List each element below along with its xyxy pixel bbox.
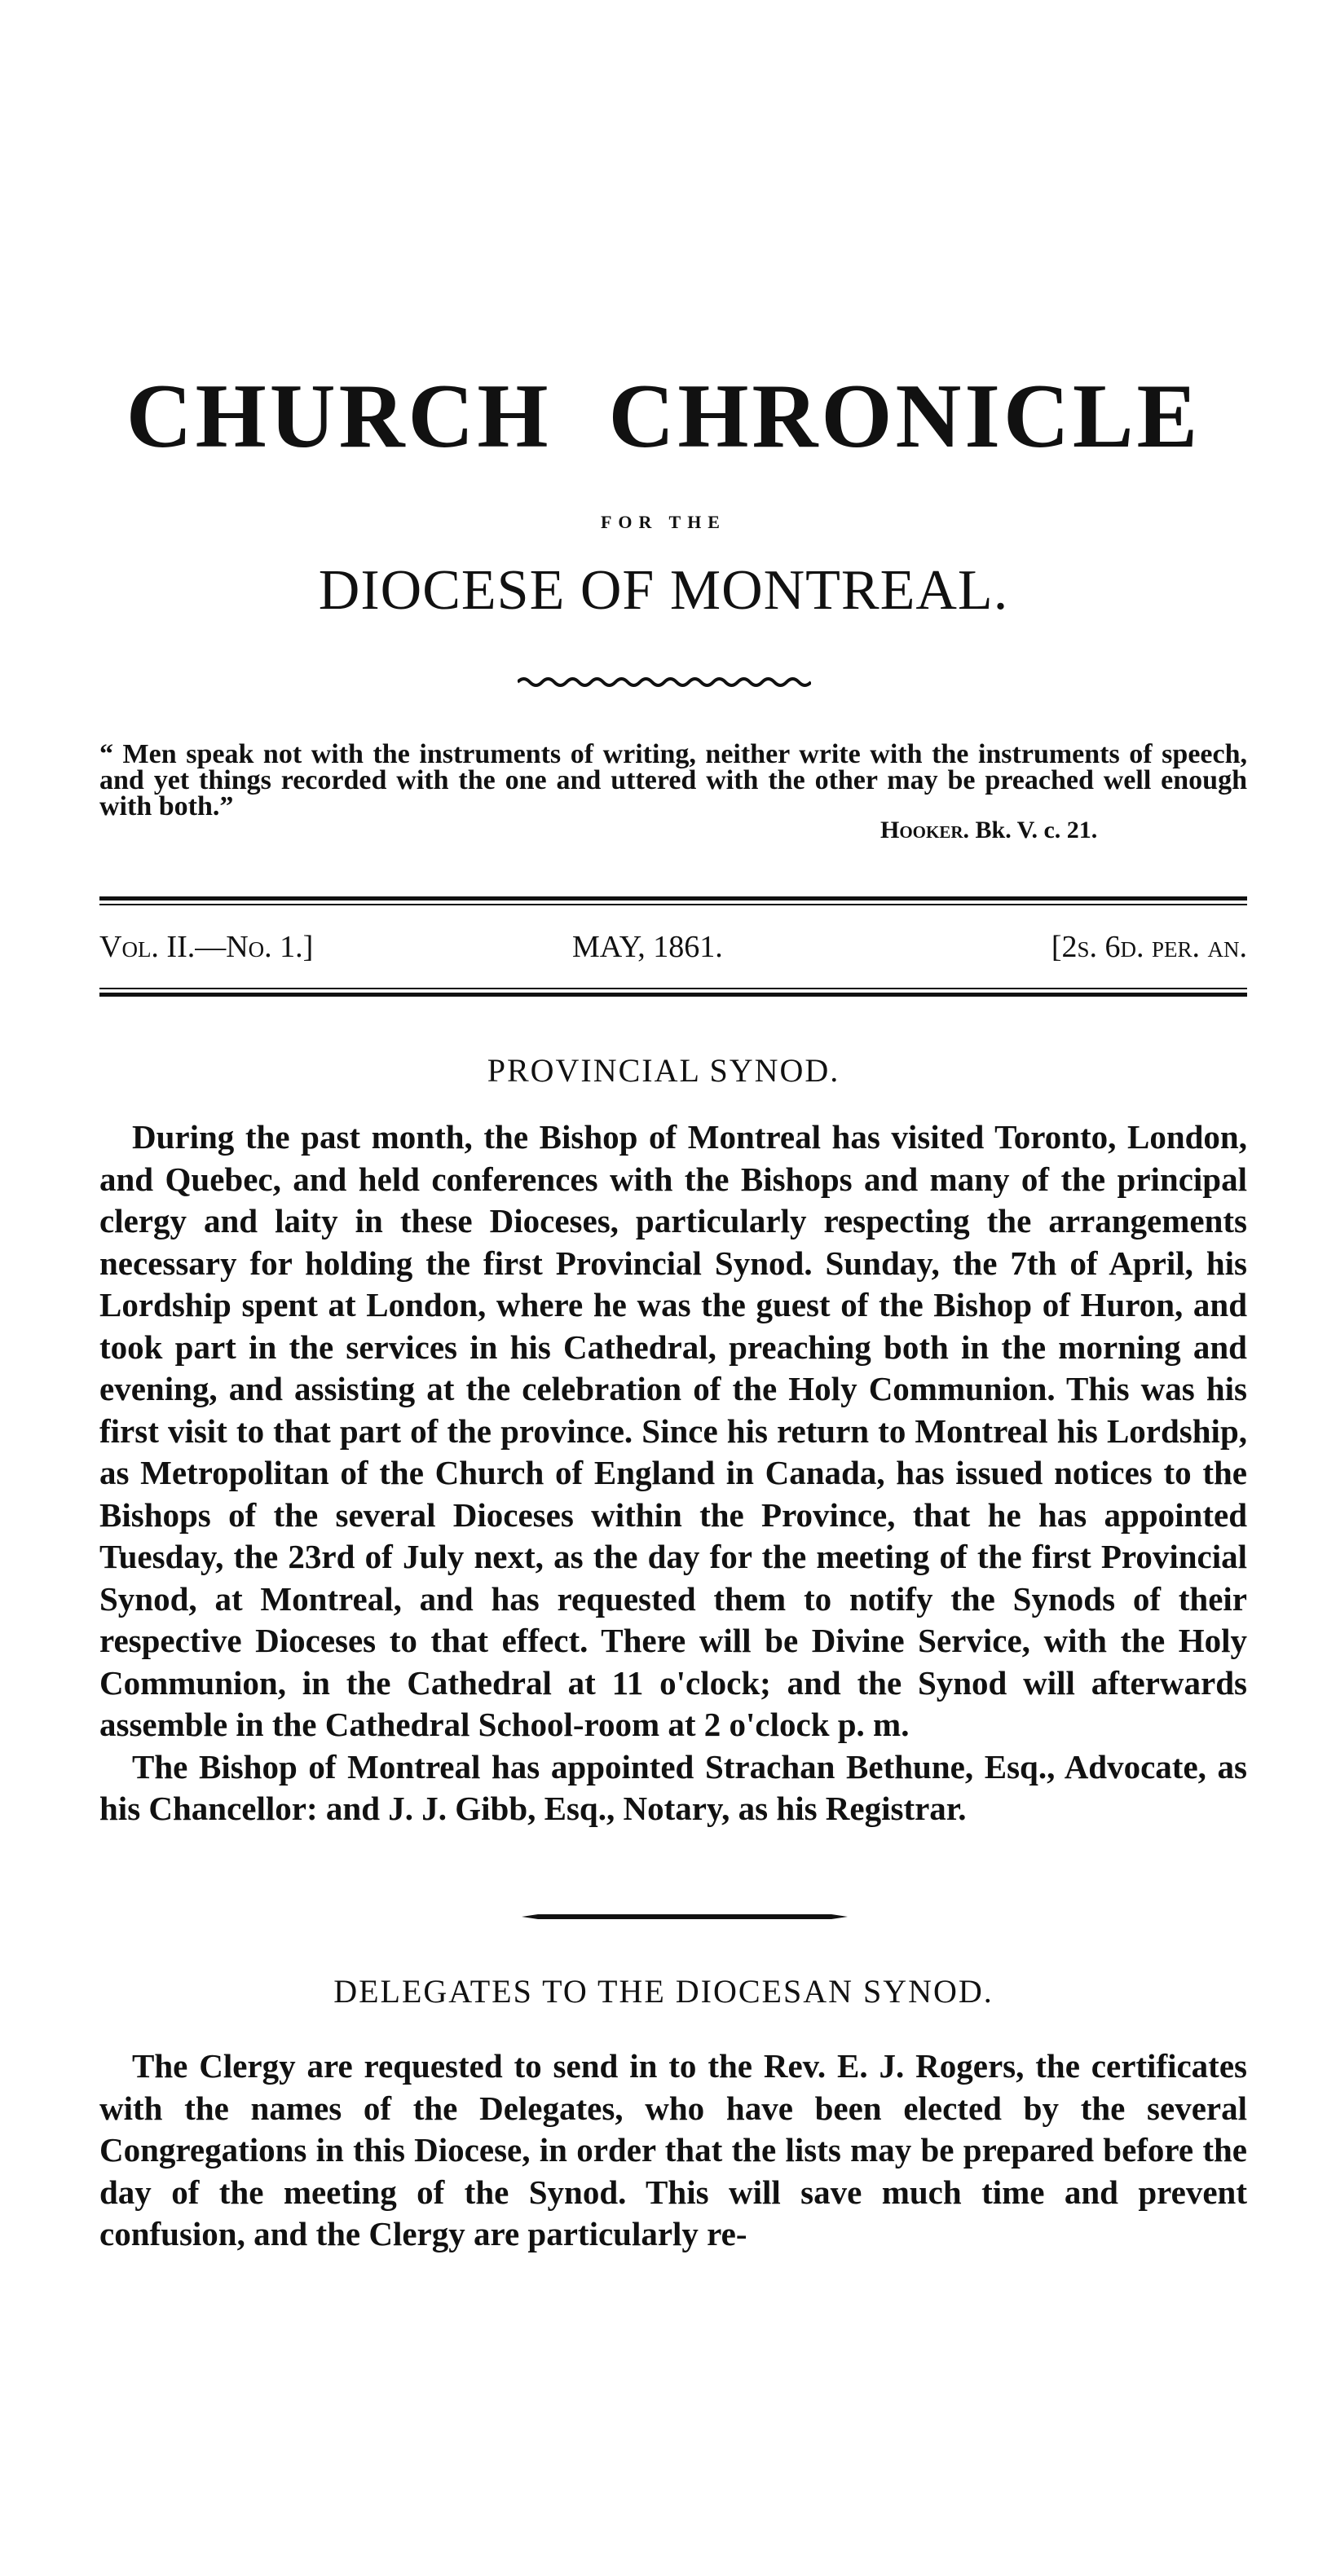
wavy-ornament (518, 675, 811, 689)
masthead-for-the: FOR THE (600, 512, 726, 532)
top-double-rule (99, 896, 1247, 905)
epigraph (99, 739, 1247, 821)
issue-price: [2s. 6d. per. an. (1051, 930, 1247, 964)
masthead-title-word2: CHRONICLE (608, 366, 1201, 467)
article1-paragraph-2: The Bishop of Montreal has appointed Strachan Bethune, Esq., Advocate, as his Chancellor: and J. J. Gibb, Esq., Notary, as his Registrar. (99, 1747, 1247, 1827)
masthead-title (0, 366, 1327, 467)
article2-body (99, 2045, 1247, 2256)
epigraph-attribution (880, 817, 1097, 844)
masthead-title-word1: CHURCH (126, 366, 552, 467)
article2-heading: DELEGATES TO THE DIOCESAN SYNOD. (333, 1973, 994, 2010)
masthead-diocese: DIOCESE OF MONTREAL. (318, 559, 1009, 622)
issue-line (99, 929, 1247, 970)
article1-body (99, 1116, 1247, 1830)
issue-date: MAY, 1861. (572, 930, 723, 964)
article1-heading: PROVINCIAL SYNOD. (487, 1052, 840, 1089)
bottom-double-rule (99, 984, 1247, 997)
article1-paragraph-1: During the past month, the Bishop of Montreal has visited Toronto, London, and Quebec, and held conferences with the Bishops and many of the principal clergy and laity in these Dioceses, particularly respecting the arrangements necessary for holding the first Provincial Synod. Sunday, the 7th of April, his Lordship spent at London, where he was the guest of the Bishop of Huron, and took part in the services in his Cathedral, preaching both in the morning and evening, and assisting at the celebration of the Holy Communion. This was his first visit to that part of the province. Since his return to Montreal his Lordship, as Metropolitan of the Church of England in Canada, has issued notices to the Bishops of the several Dioceses within the Province, that he has appointed Tuesday, the 23rd of July next, as the day for the meeting of the first Provincial Synod, at Montreal, and has requested them to notify the Synods of their respective Dioceses to that effect. There will be Divine Service, with the Holy Communion, in the Cathedral at 11 o'clock; and the Synod will afterwards assemble in the Cathedral School-room at 2 o'clock p. m. (99, 1118, 1247, 1743)
attribution-reference: Bk. V. c. 21. (975, 817, 1098, 843)
epigraph-quote: “ Men speak not with the instruments of writing, neither write with the instruments of speech, and yet things recorded with the one and uttered with the other may be preached well enough with both.” (99, 739, 1247, 821)
article2-paragraph-1: The Clergy are requested to send in to the Rev. E. J. Rogers, the certificates with the names of the Delegates, who have been elected by the several Congregations in this Diocese, in order that the lists may be prepared before the day of the meeting of the Synod. This will save much time and prevent confusion, and the Clergy are particularly re- (99, 2047, 1247, 2252)
section-divider (522, 1913, 848, 1920)
attribution-name: Hooker. (880, 817, 970, 843)
issue-volume: Vol. II.—No. 1.] (99, 930, 314, 964)
